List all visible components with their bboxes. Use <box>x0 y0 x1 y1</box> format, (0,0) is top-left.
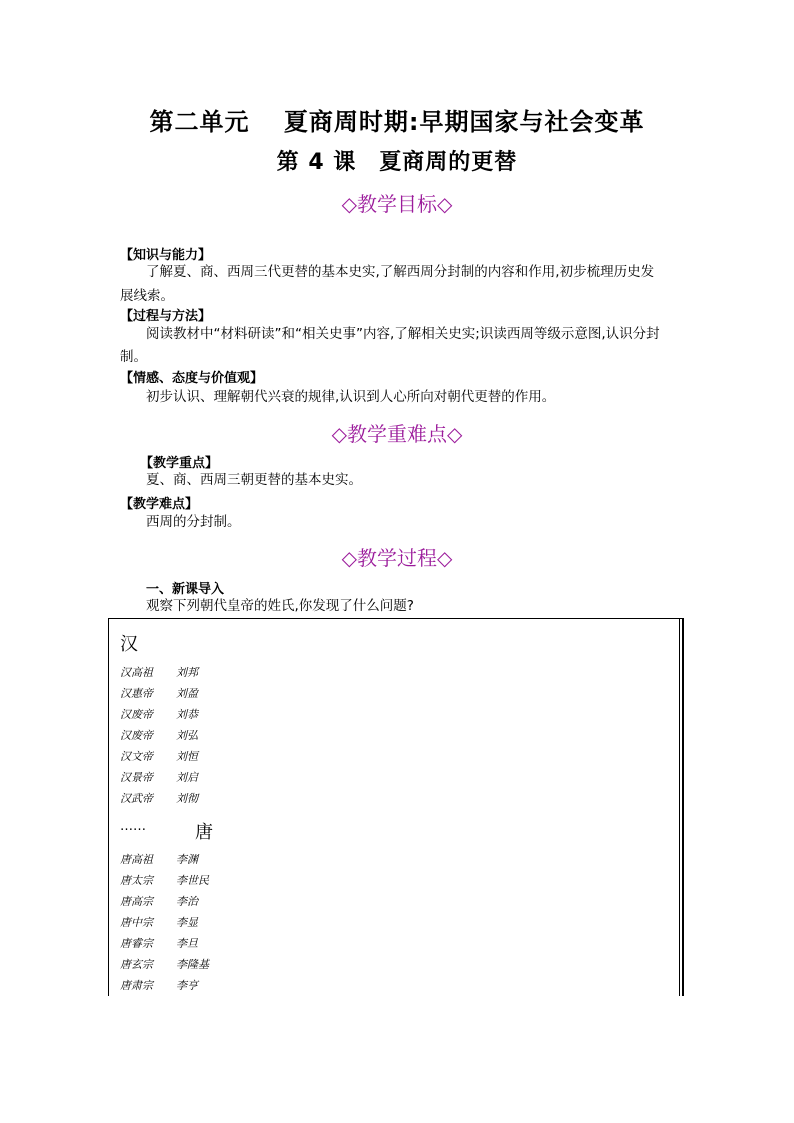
han-emperor-row <box>120 790 198 806</box>
focus-text: 夏、商、西周三朝更替的基本史实。 <box>146 472 362 488</box>
section-heading-key-points: ◇教学重难点◇ <box>331 422 463 446</box>
emperor-name: 李亨 <box>176 979 198 992</box>
ellipsis: …… <box>120 819 146 834</box>
tang-dynasty-title: 唐 <box>195 822 213 843</box>
section-heading-goals: ◇教学目标◇ <box>341 192 453 216</box>
han-emperor-row <box>120 706 198 722</box>
emperor-title: 汉景帝 <box>120 771 153 784</box>
emperor-title: 汉废帝 <box>120 729 153 742</box>
emperor-name: 刘恒 <box>176 750 198 763</box>
emperor-name: 李隆基 <box>176 958 209 971</box>
emperor-name: 刘启 <box>176 771 198 784</box>
emperor-name: 刘彻 <box>176 792 198 805</box>
emperor-title: 唐玄宗 <box>120 958 153 971</box>
emperor-name: 李渊 <box>176 853 198 866</box>
unit-title: 第二单元 夏商周时期:早期国家与社会变革 <box>149 108 645 136</box>
difficulty-text: 西周的分封制。 <box>146 514 241 530</box>
tang-emperor-row <box>120 914 198 930</box>
method-text-line1: 阅读教材中“材料研读”和“相关史事”内容,了解相关史实;识读西周等级示意图,认识分封 <box>146 326 660 342</box>
emperor-name: 李显 <box>176 916 198 929</box>
method-text-line2: 制。 <box>120 349 147 365</box>
emperor-name: 刘邦 <box>176 666 198 679</box>
emotion-text: 初步认识、理解朝代兴衰的规律,认识到人心所向对朝代更替的作用。 <box>146 389 556 405</box>
emperor-title: 唐睿宗 <box>120 937 153 950</box>
knowledge-label: 【知识与能力】 <box>120 248 212 263</box>
lesson-title: 第 4 课 夏商周的更替 <box>276 150 518 175</box>
han-emperor-row <box>120 769 198 785</box>
emperor-title: 唐高祖 <box>120 853 153 866</box>
emperor-title: 汉文帝 <box>120 750 153 763</box>
emperor-title: 唐中宗 <box>120 916 153 929</box>
intro-step-label: 一、新课导入 <box>146 582 225 597</box>
emperor-title: 汉惠帝 <box>120 687 153 700</box>
emperor-name: 刘盈 <box>176 687 198 700</box>
knowledge-text-line2: 展线索。 <box>120 288 174 304</box>
emperor-title: 汉废帝 <box>120 708 153 721</box>
emperor-title: 汉高祖 <box>120 666 153 679</box>
emperor-table-inner-border <box>679 618 680 996</box>
method-label: 【过程与方法】 <box>120 309 212 324</box>
han-emperor-row <box>120 685 198 701</box>
intro-step-text: 观察下列朝代皇帝的姓氏,你发现了什么问题? <box>146 598 414 614</box>
han-emperor-row <box>120 664 198 680</box>
tang-emperor-row <box>120 977 198 993</box>
difficulty-label: 【教学难点】 <box>120 497 199 512</box>
tang-emperor-row <box>120 893 198 909</box>
emperor-name: 李旦 <box>176 937 198 950</box>
tang-emperor-row <box>120 872 209 888</box>
han-emperor-row <box>120 748 198 764</box>
focus-label: 【教学重点】 <box>140 456 219 471</box>
section-heading-process: ◇教学过程◇ <box>341 546 453 570</box>
knowledge-text-line1: 了解夏、商、西周三代更替的基本史实,了解西周分封制的内容和作用,初步梳理历史发 <box>146 264 655 280</box>
emperor-title: 唐高宗 <box>120 895 153 908</box>
emperor-name: 刘恭 <box>176 708 198 721</box>
tang-emperor-row <box>120 851 198 867</box>
emperor-title: 唐太宗 <box>120 874 153 887</box>
emperor-name: 李世民 <box>176 874 209 887</box>
emotion-label: 【情感、态度与价值观】 <box>120 371 264 386</box>
tang-emperor-row <box>120 935 198 951</box>
tang-emperor-row <box>120 956 209 972</box>
emperor-name: 李治 <box>176 895 198 908</box>
han-emperor-row <box>120 727 198 743</box>
emperor-title: 唐肃宗 <box>120 979 153 992</box>
emperor-name: 刘弘 <box>176 729 198 742</box>
han-dynasty-title: 汉 <box>120 634 138 655</box>
emperor-title: 汉武帝 <box>120 792 153 805</box>
